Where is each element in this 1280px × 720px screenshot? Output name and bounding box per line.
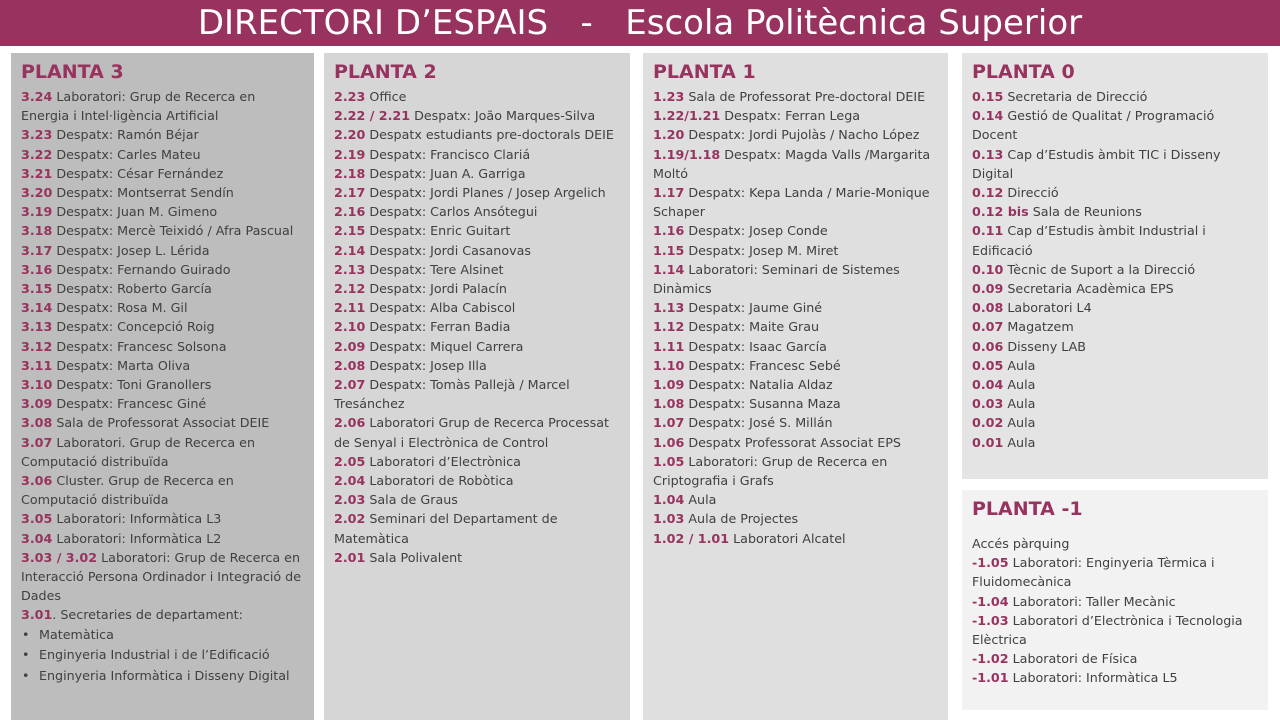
room-entry	[972, 202, 1258, 221]
room-code: 1.19/1.18	[653, 146, 721, 162]
room-description: Laboratori d’Electrònica	[365, 453, 521, 469]
room-code: 1.04	[653, 492, 685, 508]
room-description: Laboratori Alcatel	[729, 530, 846, 546]
room-description: Despatx: Juan A. Garriga	[365, 165, 526, 181]
room-description: Despatx: Francisco Clariá	[365, 146, 531, 162]
department-item: • Enginyeria Industrial i de l’Edificació	[21, 645, 304, 666]
floor-title: PLANTA -1	[972, 498, 1083, 520]
room-description: Sala de Professorat Associat DEIE	[52, 415, 270, 431]
parking-access-label: Accés pàrquing	[972, 536, 1070, 551]
room-entry	[653, 241, 938, 260]
room-entry	[21, 413, 304, 432]
room-entry	[21, 87, 304, 125]
room-entry	[21, 279, 304, 298]
room-code: 0.09	[972, 281, 1004, 297]
room-entry	[972, 375, 1258, 394]
room-description: Aula	[1003, 396, 1036, 412]
room-entry	[334, 490, 620, 509]
room-entry	[972, 394, 1258, 413]
room-entry	[334, 317, 620, 336]
room-entry	[653, 433, 938, 452]
room-code: 0.12	[972, 185, 1004, 201]
room-entry	[653, 394, 938, 413]
room-entry	[21, 298, 304, 317]
panel-planta-minus-1	[962, 490, 1268, 710]
room-code: 1.17	[653, 185, 685, 201]
room-code: 2.19	[334, 146, 366, 162]
room-description: Secretaria Acadèmica EPS	[1003, 281, 1174, 297]
room-code: 3.05	[21, 511, 53, 527]
room-code: 3.18	[21, 223, 53, 239]
room-description: Disseny LAB	[1003, 338, 1086, 354]
room-description: Despatx: Marta Oliva	[52, 357, 191, 373]
room-entry	[972, 668, 1258, 687]
room-description: Laboratori: Seminari de Sistemes Dinàmics	[653, 261, 900, 297]
room-code: 3.20	[21, 185, 53, 201]
room-list	[21, 87, 304, 625]
room-description: Laboratori: Informàtica L2	[52, 530, 222, 546]
room-entry	[972, 221, 1258, 259]
room-description: Despatx: Francesc Sebé	[684, 357, 841, 373]
room-description: Despatx: Carlos Ansótegui	[365, 204, 538, 220]
room-description: Aula	[1003, 415, 1036, 431]
room-description: Sala Polivalent	[365, 549, 463, 565]
room-description: Aula	[1003, 377, 1036, 393]
room-description: Despatx: Miquel Carrera	[365, 338, 524, 354]
room-entry	[653, 317, 938, 336]
room-code: 0.01	[972, 434, 1004, 450]
room-description: Despatx: Jaume Giné	[684, 300, 823, 316]
room-code: 3.19	[21, 204, 53, 220]
room-entry	[653, 260, 938, 298]
department-item: • Matemàtica	[21, 625, 304, 646]
room-code: 3.06	[21, 473, 53, 489]
room-entry	[653, 375, 938, 394]
room-description: Laboratori: Informàtica L3	[52, 511, 222, 527]
room-entry	[972, 183, 1258, 202]
room-code: 0.02	[972, 415, 1004, 431]
room-entry	[21, 548, 304, 606]
room-entry	[653, 298, 938, 317]
room-code: -1.05	[972, 555, 1009, 571]
room-description: Despatx: Toni Granollers	[52, 377, 212, 393]
room-entry	[334, 337, 620, 356]
floor-title: PLANTA 3	[21, 61, 124, 83]
room-entry	[972, 145, 1258, 183]
room-list	[972, 87, 1258, 452]
room-description: Despatx: Ramón Béjar	[52, 127, 199, 143]
room-entry	[334, 375, 620, 413]
room-code: 1.22/1.21	[653, 108, 721, 124]
room-code: 2.11	[334, 300, 366, 316]
room-code: 3.17	[21, 242, 53, 258]
room-code: 0.12 bis	[972, 204, 1029, 220]
room-code: 1.11	[653, 338, 685, 354]
room-description: Despatx: Jordi Planes / Josep Argelich	[365, 185, 606, 201]
floor-title: PLANTA 1	[653, 61, 756, 83]
room-entry	[972, 611, 1258, 649]
room-entry	[653, 413, 938, 432]
room-entry	[972, 260, 1258, 279]
room-description: Sala de Reunions	[1028, 204, 1142, 220]
room-entry	[334, 260, 620, 279]
room-code: 0.07	[972, 319, 1004, 335]
room-code: 2.20	[334, 127, 366, 143]
room-code: -1.03	[972, 612, 1009, 628]
room-description: Despatx: Fernando Guirado	[52, 261, 231, 277]
room-entry	[334, 125, 620, 144]
room-entry	[972, 553, 1258, 591]
room-code: 1.09	[653, 377, 685, 393]
room-code: 3.01	[21, 607, 53, 623]
room-entry	[21, 183, 304, 202]
room-description: Despatx: Tomàs Pallejà / Marcel Tresánchez	[334, 377, 570, 412]
room-description: Despatx: Kepa Landa / Marie-Monique Schaper	[653, 185, 930, 220]
room-code: 1.15	[653, 242, 685, 258]
room-code: 3.24	[21, 89, 53, 104]
room-code: 3.12	[21, 338, 53, 354]
room-description: Despatx: Alba Cabiscol	[365, 300, 516, 316]
room-code: 3.08	[21, 415, 53, 431]
room-code: 0.03	[972, 396, 1004, 412]
room-entry	[334, 164, 620, 183]
room-description: Magatzem	[1003, 319, 1074, 335]
room-entry	[972, 413, 1258, 432]
room-description: Direcció	[1003, 185, 1059, 201]
room-description: Laboratori de Robòtica	[365, 473, 514, 489]
room-description: Despatx: Ferran Lega	[720, 108, 861, 124]
room-description: Despatx: Ferran Badia	[365, 319, 511, 335]
room-description: Despatx: Francesc Solsona	[52, 338, 227, 354]
room-description: Despatx Professorat Associat EPS	[684, 434, 901, 450]
room-description: Despatx: Josep L. Lérida	[52, 242, 210, 258]
room-entry	[334, 452, 620, 471]
room-entry	[21, 375, 304, 394]
floor-title: PLANTA 2	[334, 61, 437, 83]
room-entry	[21, 337, 304, 356]
room-entry	[21, 317, 304, 336]
room-code: 0.04	[972, 377, 1004, 393]
room-code: 2.12	[334, 281, 366, 297]
room-entry	[21, 221, 304, 240]
room-description: Cluster. Grup de Recerca en Computació distribuïda	[21, 473, 234, 508]
room-entry	[334, 356, 620, 375]
room-description: Despatx: Jordi Pujolàs / Nacho López	[684, 127, 920, 143]
room-description: Despatx: Rosa M. Gil	[52, 300, 188, 316]
room-entry	[334, 106, 620, 125]
room-code: 3.22	[21, 146, 53, 162]
room-description: Despatx: Josep Illa	[365, 357, 487, 373]
room-entry	[653, 509, 938, 528]
room-code: 3.04	[21, 530, 53, 546]
room-entry	[972, 433, 1258, 452]
room-description: Despatx estudiants pre-doctorals DEIE	[365, 127, 614, 143]
room-entry	[21, 164, 304, 183]
room-entry	[972, 298, 1258, 317]
room-description: Cap d’Estudis àmbit TIC i Disseny Digital	[972, 146, 1221, 181]
room-entry	[653, 356, 938, 375]
room-code: 1.02 / 1.01	[653, 530, 730, 546]
room-description: Aula de Projectes	[684, 511, 799, 527]
room-code: 0.05	[972, 357, 1004, 373]
room-entry	[21, 125, 304, 144]
room-code: 2.23	[334, 89, 366, 104]
room-entry	[334, 279, 620, 298]
room-code: 3.09	[21, 396, 53, 412]
room-code: 3.14	[21, 300, 53, 316]
room-description: Despatx: Isaac García	[684, 338, 827, 354]
room-description: Sala de Professorat Pre-doctoral DEIE	[684, 89, 926, 104]
room-entry	[334, 183, 620, 202]
panel-planta-1	[643, 53, 948, 720]
room-description: Laboratori: Grup de Recerca en Criptografia i Grafs	[653, 453, 888, 489]
room-description: Office	[365, 89, 407, 104]
room-entry	[653, 490, 938, 509]
floor-title: PLANTA 0	[972, 61, 1075, 83]
room-entry	[21, 145, 304, 164]
room-description: Laboratori de Física	[1008, 651, 1138, 667]
room-code: 3.21	[21, 165, 53, 181]
room-entry	[653, 125, 938, 144]
room-code: 0.13	[972, 146, 1004, 162]
room-entry	[334, 145, 620, 164]
room-code: 3.13	[21, 319, 53, 335]
room-code: 1.20	[653, 127, 685, 143]
room-entry	[334, 471, 620, 490]
room-code: 2.13	[334, 261, 366, 277]
room-entry	[653, 221, 938, 240]
room-description: Secretaria de Direcció	[1003, 89, 1148, 104]
room-entry	[972, 649, 1258, 668]
room-code: 2.22 / 2.21	[334, 108, 411, 124]
room-code: 3.16	[21, 261, 53, 277]
room-entry	[21, 260, 304, 279]
room-code: 2.10	[334, 319, 366, 335]
room-entry	[334, 413, 620, 451]
room-entry	[334, 241, 620, 260]
room-description: Despatx: Roberto García	[52, 281, 212, 297]
room-code: 1.08	[653, 396, 685, 412]
room-description: Despatx: João Marques-Silva	[410, 108, 596, 124]
room-code: 3.07	[21, 434, 53, 450]
room-description: Despatx: Francesc Giné	[52, 396, 207, 412]
room-entry	[21, 509, 304, 528]
room-entry	[21, 241, 304, 260]
room-description: . Secretaries de departament:	[52, 607, 243, 623]
room-entry	[653, 106, 938, 125]
room-entry	[21, 605, 304, 624]
room-code: 2.03	[334, 492, 366, 508]
panel-planta-2	[324, 53, 630, 720]
room-entry	[334, 87, 620, 106]
room-entry	[653, 183, 938, 221]
room-code: 2.07	[334, 377, 366, 393]
room-entry	[653, 145, 938, 183]
room-description: Tècnic de Suport a la Direcció	[1003, 261, 1196, 277]
room-code: 0.08	[972, 300, 1004, 316]
room-description: Despatx: Tere Alsinet	[365, 261, 504, 277]
room-code: 1.16	[653, 223, 685, 239]
room-entry	[972, 356, 1258, 375]
room-entry	[21, 471, 304, 509]
room-description: Cap d’Estudis àmbit Industrial i Edificació	[972, 223, 1206, 258]
room-code: 2.06	[334, 415, 366, 431]
room-code: 0.14	[972, 108, 1004, 124]
room-entry	[334, 548, 620, 567]
room-description: Despatx: Montserrat Sendín	[52, 185, 234, 201]
room-description: Laboratori d’Electrònica i Tecnologia Elèctrica	[972, 612, 1243, 648]
room-entry	[972, 106, 1258, 144]
room-entry	[334, 221, 620, 240]
room-entry	[972, 317, 1258, 336]
room-description: Despatx: Magda Valls /Margarita Moltó	[653, 146, 931, 181]
room-code: 3.15	[21, 281, 53, 297]
room-description: Despatx: Enric Guitart	[365, 223, 511, 239]
room-description: Despatx: Mercè Teixidó / Afra Pascual	[52, 223, 294, 239]
room-code: 2.17	[334, 185, 366, 201]
room-code: 0.10	[972, 261, 1004, 277]
room-description: Despatx: César Fernández	[52, 165, 224, 181]
room-entry	[972, 279, 1258, 298]
room-code: 0.11	[972, 223, 1004, 239]
room-code: 2.09	[334, 338, 366, 354]
room-entry	[21, 433, 304, 471]
department-item: • Enginyeria Informàtica i Disseny Digital	[21, 666, 304, 687]
room-description: Despatx: José S. Millán	[684, 415, 833, 431]
department-list	[21, 625, 304, 687]
room-code: -1.01	[972, 670, 1009, 686]
room-description: Despatx: Jordi Palacín	[365, 281, 507, 297]
room-code: 1.07	[653, 415, 685, 431]
panel-planta-0	[962, 53, 1268, 479]
room-code: 1.10	[653, 357, 685, 373]
room-entry	[653, 452, 938, 490]
room-code: 0.06	[972, 338, 1004, 354]
room-entry	[972, 337, 1258, 356]
room-code: 3.11	[21, 357, 53, 373]
room-description: Sala de Graus	[365, 492, 458, 508]
room-code: 1.14	[653, 261, 685, 277]
room-entry	[653, 529, 938, 548]
room-description: Despatx: Josep M. Miret	[684, 242, 839, 258]
page-title: DIRECTORI D’ESPAIS - Escola Politècnica Superior	[0, 0, 1280, 46]
room-description: Laboratori Grup de Recerca Processat de Senyal i Electrònica de Control	[334, 415, 610, 450]
room-entry	[334, 202, 620, 221]
room-code: 2.02	[334, 511, 366, 527]
room-description: Laboratori: Grup de Recerca en Energia i Intel·ligència Artificial	[21, 89, 256, 124]
room-entry	[653, 337, 938, 356]
room-code: 2.08	[334, 357, 366, 373]
room-description: Despatx: Natalia Aldaz	[684, 377, 833, 393]
room-description: Gestió de Qualitat / Programació Docent	[972, 108, 1215, 143]
room-entry	[972, 592, 1258, 611]
room-code: 2.04	[334, 473, 366, 489]
room-description: Laboratori: Grup de Recerca en Interacció Persona Ordinador i Integració de Dades	[21, 549, 302, 604]
room-entry	[653, 87, 938, 106]
room-code: 2.14	[334, 242, 366, 258]
room-entry	[21, 394, 304, 413]
room-description: Aula	[684, 492, 717, 508]
room-entry	[21, 202, 304, 221]
room-description: Despatx: Carles Mateu	[52, 146, 201, 162]
panel-planta-3	[11, 53, 314, 720]
room-description: Despatx: Concepció Roig	[52, 319, 215, 335]
room-code: 1.23	[653, 89, 685, 104]
room-description: Laboratori L4	[1003, 300, 1092, 316]
room-code: 1.06	[653, 434, 685, 450]
room-description: Despatx: Susanna Maza	[684, 396, 841, 412]
room-list	[972, 553, 1258, 687]
room-code: 3.23	[21, 127, 53, 143]
room-description: Laboratori: Taller Mecànic	[1008, 593, 1176, 609]
room-entry	[21, 356, 304, 375]
room-code: -1.04	[972, 593, 1009, 609]
room-list	[653, 87, 938, 548]
room-description: Laboratori. Grup de Recerca en Computació distribuïda	[21, 434, 256, 469]
room-entry	[21, 529, 304, 548]
room-description: Despatx: Maite Grau	[684, 319, 820, 335]
room-description: Despatx: Juan M. Gimeno	[52, 204, 218, 220]
room-code: 1.13	[653, 300, 685, 316]
room-description: Aula	[1003, 357, 1036, 373]
room-entry	[972, 87, 1258, 106]
room-code: 1.03	[653, 511, 685, 527]
room-code: 0.15	[972, 89, 1004, 104]
room-code: -1.02	[972, 651, 1009, 667]
room-code: 2.05	[334, 453, 366, 469]
room-code: 2.18	[334, 165, 366, 181]
room-entry	[334, 509, 620, 547]
room-description: Despatx: Josep Conde	[684, 223, 828, 239]
room-code: 3.10	[21, 377, 53, 393]
room-description: Seminari del Departament de Matemàtica	[334, 511, 558, 546]
room-code: 2.15	[334, 223, 366, 239]
room-list	[334, 87, 620, 567]
room-code: 1.12	[653, 319, 685, 335]
room-code: 2.01	[334, 549, 366, 565]
room-entry	[334, 298, 620, 317]
room-description: Laboratori: Informàtica L5	[1008, 670, 1178, 686]
room-code: 3.03 / 3.02	[21, 549, 98, 565]
room-description: Aula	[1003, 434, 1036, 450]
room-description: Laboratori: Enginyeria Tèrmica i Fluidomecànica	[972, 555, 1215, 590]
room-code: 2.16	[334, 204, 366, 220]
room-description: Despatx: Jordi Casanovas	[365, 242, 531, 258]
room-code: 1.05	[653, 453, 685, 469]
